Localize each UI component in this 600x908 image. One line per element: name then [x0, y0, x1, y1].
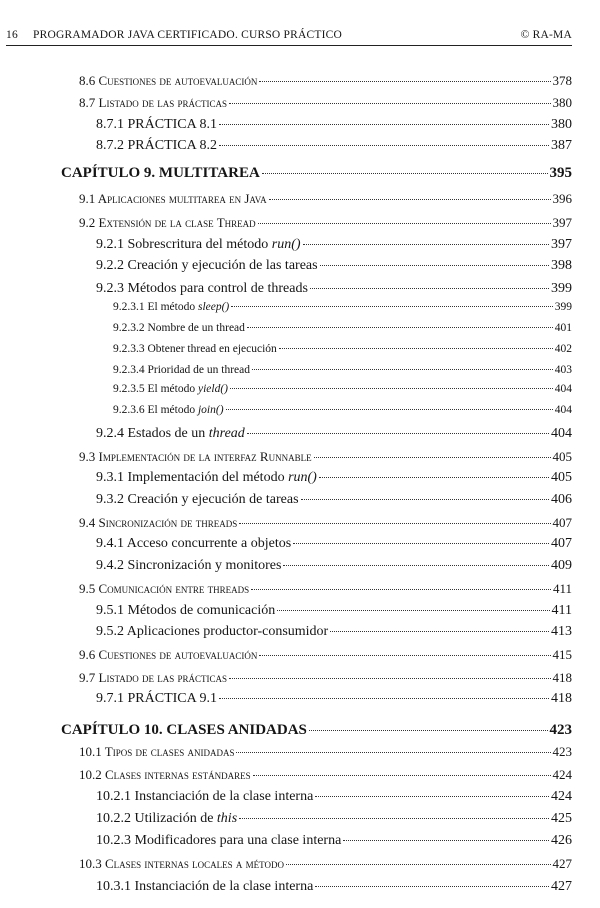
toc-entry-italic: sleep(): [197, 301, 230, 313]
toc-entry-page: 396: [552, 191, 572, 206]
toc-entry-text: 8.7.1 PRÁCTICA 8.1: [96, 117, 217, 132]
toc-entry: [79, 95, 572, 111]
toc-entry-title: [113, 322, 245, 334]
dot-leader: [252, 369, 553, 370]
dot-leader: [293, 543, 549, 544]
toc-entry-text: 9.2.4 Estados de un: [96, 426, 209, 441]
toc-entry-page: 406: [551, 492, 572, 507]
toc-entry: [79, 449, 572, 465]
toc-entry-italic: this: [216, 811, 238, 826]
toc-entry: [96, 470, 572, 486]
page-number: 16: [6, 29, 18, 41]
toc-entry-page: 399: [551, 281, 572, 296]
dot-leader: [259, 655, 550, 656]
toc-entry: [79, 215, 572, 231]
toc-entry: [79, 191, 572, 207]
toc-entry-title: [79, 647, 257, 663]
toc-entry-page: 418: [552, 670, 572, 685]
toc-entry: [79, 581, 572, 597]
dot-leader: [219, 124, 549, 125]
toc-entry-page: 404: [554, 404, 572, 416]
toc-entry-title: [113, 343, 277, 355]
toc-entry-title: [96, 811, 237, 827]
toc-entry-page: 424: [552, 767, 572, 782]
dot-leader: [279, 348, 553, 349]
toc-entry-text: 9.2.2 Creación y ejecución de las tareas: [96, 258, 318, 273]
toc-entry-title: [113, 404, 224, 416]
toc-entry-title: [113, 301, 229, 313]
toc-entry-text: 9.3.2 Creación y ejecución de tareas: [96, 492, 299, 507]
toc-entry: [96, 258, 572, 274]
toc-entry-title: [96, 789, 313, 805]
toc-entry-title: [79, 449, 312, 465]
toc-entry-page: 411: [551, 603, 572, 618]
toc-entry: [96, 536, 572, 552]
toc-entry-italic: run(): [288, 470, 317, 485]
toc-entry-page: 423: [552, 744, 572, 759]
toc-entry-text: 9.7 Listado de las prácticas: [79, 670, 227, 685]
toc-entry-text: 8.7 Listado de las prácticas: [79, 95, 227, 110]
toc-entry: [79, 515, 572, 531]
toc-entry-italic: run(): [271, 237, 301, 252]
toc-entry-page: 387: [551, 138, 572, 153]
dot-leader: [258, 223, 551, 224]
toc-entry-text: CAPÍTULO 10. CLASES ANIDADAS: [61, 722, 307, 738]
running-header: [6, 29, 572, 45]
header-rule: [6, 45, 572, 46]
toc-entry-title: [96, 237, 301, 253]
dot-leader: [315, 796, 549, 797]
toc-entry-title: [79, 767, 251, 783]
toc-entry-page: 378: [552, 73, 572, 88]
toc-entry-title: [96, 691, 217, 707]
dot-leader: [320, 265, 549, 266]
dot-leader: [247, 433, 549, 434]
toc-entry-page: 380: [551, 117, 572, 132]
toc-entry-text: 9.2.1 Sobrescritura del método: [96, 237, 272, 252]
toc-entry-title: [96, 281, 308, 297]
toc-entry-page: 418: [551, 691, 572, 706]
toc-entry-text: 9.2.3.2 Nombre de un thread: [113, 322, 245, 334]
dot-leader: [251, 589, 551, 590]
toc-entry-title: [79, 744, 234, 760]
dot-leader: [330, 631, 549, 632]
toc-entry-text: 8.7.2 PRÁCTICA 8.2: [96, 138, 217, 153]
toc-entry-title: [96, 624, 328, 640]
toc-entry-text: 10.1 Tipos de clases anidadas: [79, 744, 235, 759]
toc-entry-title: [79, 191, 267, 207]
toc-entry: [79, 670, 572, 686]
toc-entry-title: [96, 492, 299, 508]
toc-entry-text: 10.2.2 Utilización de: [96, 811, 217, 826]
dot-leader: [309, 730, 548, 731]
toc-entry: [96, 811, 572, 827]
toc-entry-text: 9.5 Comunicación entre threads: [79, 581, 250, 596]
dot-leader: [314, 457, 551, 458]
toc-entry: [79, 856, 572, 872]
chapter-entry: [61, 722, 572, 739]
dot-leader: [226, 409, 553, 410]
toc-entry-page: 409: [551, 558, 572, 573]
toc-entry-text: 9.6 Cuestiones de autoevaluación: [79, 647, 258, 662]
toc-entry-text: 9.2.3.5 El método: [113, 383, 198, 395]
toc-entry-page: 411: [552, 581, 572, 596]
toc-entry-page: 404: [551, 426, 572, 441]
toc-entry-page: 427: [551, 879, 572, 894]
toc-entry-page: 404: [554, 383, 572, 395]
dot-leader: [231, 306, 552, 307]
toc-entry: [113, 364, 572, 376]
toc-entry-title: [79, 856, 284, 872]
toc-entry-title: [113, 383, 228, 395]
toc-entry-title: [96, 426, 245, 442]
toc-entry-page: 395: [549, 165, 572, 181]
toc-entry: [96, 138, 572, 154]
dot-leader: [262, 173, 548, 174]
toc-entry-title: [96, 117, 217, 133]
toc-entry-title: [96, 558, 281, 574]
dot-leader: [229, 103, 551, 104]
toc-entry-title: [96, 536, 291, 552]
toc-entry-text: 9.4.1 Acceso concurrente a objetos: [96, 536, 292, 551]
toc-entry-page: 397: [552, 215, 572, 230]
toc-entry-text: 9.2.3.3 Obtener thread en ejecución: [113, 343, 277, 355]
toc-entry: [79, 767, 572, 783]
toc-entry-page: 415: [552, 647, 572, 662]
dot-leader: [259, 81, 550, 82]
dot-leader: [219, 145, 549, 146]
toc-entry: [79, 744, 572, 760]
toc-entry-page: 402: [554, 343, 572, 355]
toc-entry-italic: thread: [208, 426, 245, 441]
toc-entry: [96, 833, 572, 849]
toc-entry-page: 427: [552, 856, 572, 871]
toc-entry-title: [79, 581, 249, 597]
toc-entry-page: 423: [549, 722, 572, 738]
toc-entry-page: 424: [551, 789, 572, 804]
header-title: PROGRAMADOR JAVA CERTIFICADO. CURSO PRÁCTICO: [33, 29, 342, 41]
toc-entry-text: 10.3 Clases internas locales a método: [79, 856, 285, 871]
toc-entry-title: [96, 470, 317, 486]
dot-leader: [283, 565, 549, 566]
toc-entry-text: 9.3 Implementación de la interfaz Runnable: [79, 449, 312, 464]
toc-entry-text: 9.2.3 Métodos para control de threads: [96, 281, 308, 296]
dot-leader: [219, 698, 549, 699]
toc-entry-title: [79, 515, 237, 531]
toc-entry: [96, 426, 572, 442]
toc-entry-text: 9.4 Sincronización de threads: [79, 515, 238, 530]
toc-entry: [113, 322, 572, 334]
dot-leader: [269, 199, 551, 200]
toc-entry: [79, 647, 572, 663]
toc-entry-page: 413: [551, 624, 572, 639]
dot-leader: [239, 523, 550, 524]
toc-entry-italic: join(): [197, 404, 224, 416]
toc-entry-title: [96, 603, 275, 619]
toc-entry-text: 10.2.3 Modificadores para una clase interna: [96, 833, 342, 848]
toc-entry-page: 407: [552, 515, 572, 530]
toc-entry-text: 9.5.2 Aplicaciones productor-consumidor: [96, 624, 329, 639]
dot-leader: [301, 499, 549, 500]
toc-entry: [79, 73, 572, 89]
toc-entry-page: 398: [551, 258, 572, 273]
dot-leader: [239, 818, 549, 819]
dot-leader: [253, 775, 551, 776]
toc-entry-page: 407: [551, 536, 572, 551]
toc-entry-text: 10.2.1 Instanciación de la clase interna: [96, 789, 314, 804]
toc-entry: [113, 383, 572, 395]
dot-leader: [277, 610, 549, 611]
toc-entry-title: [79, 670, 227, 686]
toc-entry: [96, 117, 572, 133]
toc-entry: [113, 404, 572, 416]
toc-entry: [96, 624, 572, 640]
chapter-entry: [61, 165, 572, 182]
toc-entry-text: 9.2.3.1 El método: [113, 301, 198, 313]
toc-entry-title: [79, 215, 256, 231]
toc-entry-text: 9.5.1 Métodos de comunicación: [96, 603, 276, 618]
dot-leader: [319, 477, 549, 478]
toc-entry: [96, 691, 572, 707]
toc-entry: [96, 492, 572, 508]
toc-entry-text: 10.3.1 Instanciación de la clase interna: [96, 879, 314, 894]
toc-entry: [96, 281, 572, 297]
dot-leader: [230, 388, 553, 389]
toc-entry: [96, 879, 572, 895]
toc-entry-title: [79, 95, 227, 111]
toc-entry-page: 401: [554, 322, 572, 334]
toc-entry-text: CAPÍTULO 9. MULTITAREA: [61, 165, 260, 181]
toc-entry: [96, 789, 572, 805]
toc-entry-title: [96, 833, 341, 849]
toc-entry-title: [113, 364, 250, 376]
toc-entry-page: 397: [551, 237, 572, 252]
toc-entry-title: [79, 73, 257, 89]
toc-entry-page: 399: [554, 301, 572, 313]
dot-leader: [236, 752, 550, 753]
toc-entry-text: 9.2.3.6 El método: [113, 404, 198, 416]
toc-entry-text: 9.2.3.4 Prioridad de un thread: [113, 364, 251, 376]
toc-entry-text: 9.1 Aplicaciones multitarea en Java: [79, 191, 267, 206]
dot-leader: [229, 678, 551, 679]
toc-entry-title: [61, 722, 307, 739]
header-publisher: © RA-MA: [520, 29, 572, 41]
toc-entry-text: 10.2 Clases internas estándares: [79, 767, 251, 782]
dot-leader: [247, 327, 553, 328]
toc-entry-page: 405: [551, 470, 572, 485]
toc-entry-text: 9.2 Extensión de la clase Thread: [79, 215, 256, 230]
dot-leader: [310, 288, 549, 289]
toc-entry-title: [61, 165, 260, 182]
toc-entry-text: 8.6 Cuestiones de autoevaluación: [79, 73, 258, 88]
toc-entry-text: 9.4.2 Sincronización y monitores: [96, 558, 282, 573]
toc-entry-title: [96, 138, 217, 154]
dot-leader: [343, 840, 549, 841]
toc-entry: [96, 237, 572, 253]
toc-entry: [113, 301, 572, 313]
toc-entry: [96, 558, 572, 574]
dot-leader: [286, 864, 550, 865]
toc-entry: [96, 603, 572, 619]
toc-entry-text: 9.7.1 PRÁCTICA 9.1: [96, 691, 217, 706]
toc-entry-page: 403: [554, 364, 572, 376]
toc-entry-title: [96, 258, 318, 274]
toc-entry: [113, 343, 572, 355]
dot-leader: [315, 886, 549, 887]
toc-entry-text: 9.3.1 Implementación del método: [96, 470, 289, 485]
toc-entry-page: 380: [552, 95, 572, 110]
toc-entry-page: 405: [552, 449, 572, 464]
toc-entry-italic: yield(): [197, 383, 228, 395]
dot-leader: [303, 244, 549, 245]
toc-entry-page: 425: [551, 811, 572, 826]
toc-entry-page: 426: [551, 833, 572, 848]
toc-entry-title: [96, 879, 313, 895]
